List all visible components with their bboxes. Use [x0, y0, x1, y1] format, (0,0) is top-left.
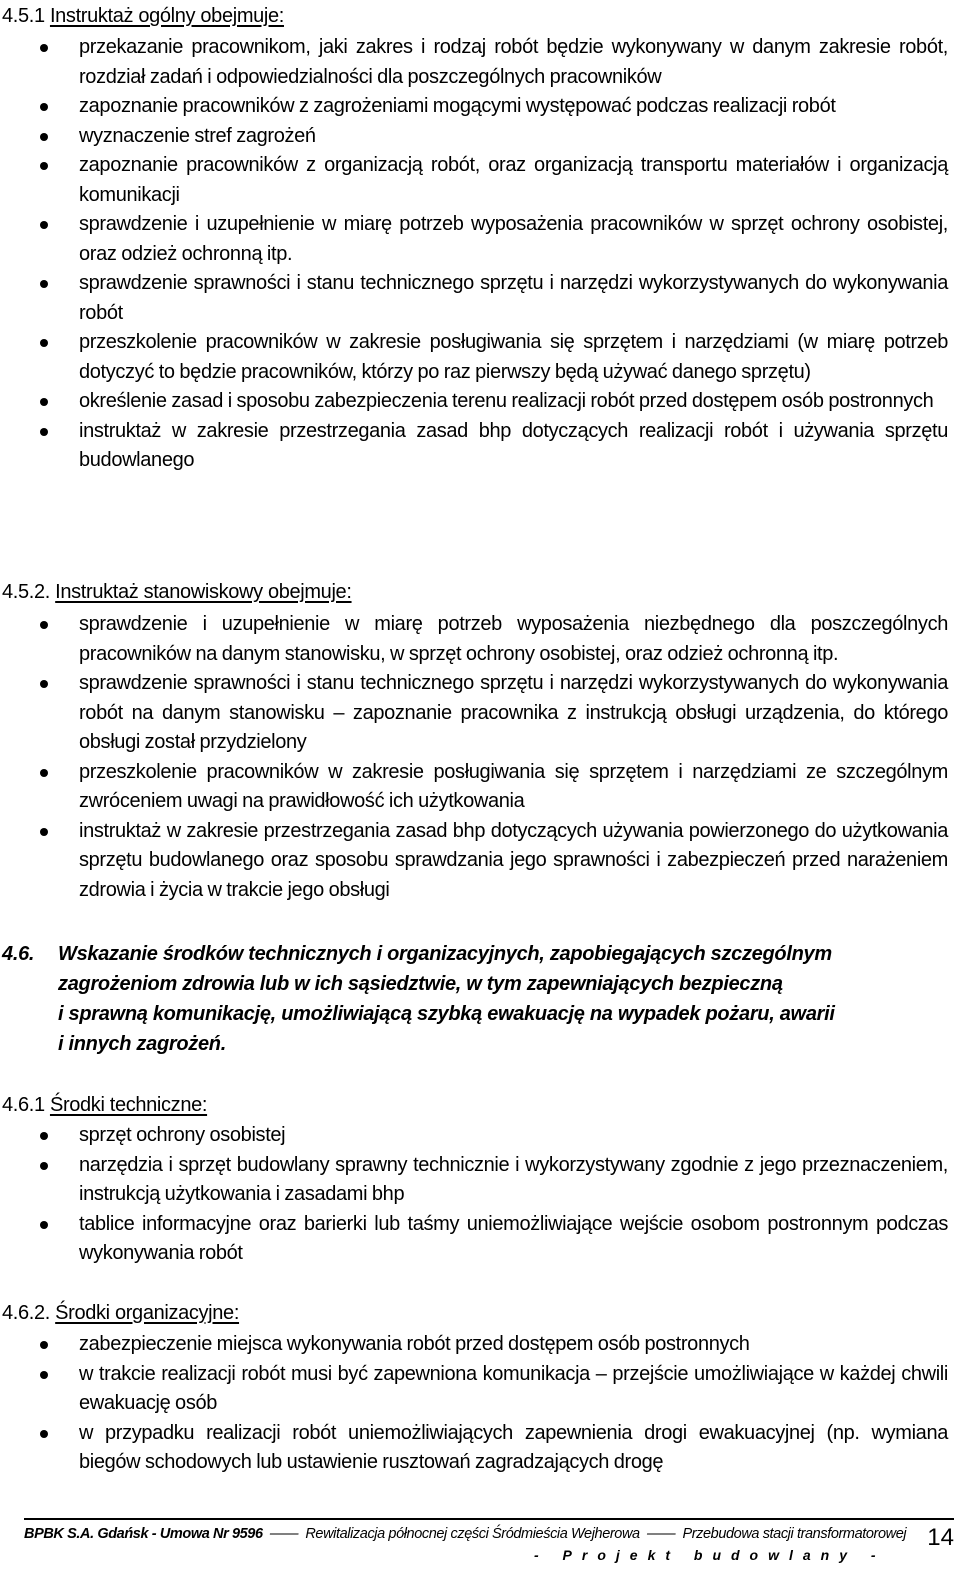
section-4-5-2-title: [2, 578, 352, 607]
footer-subtitle: - Projekt budowlany -: [534, 1547, 886, 1563]
list-item: [2, 122, 948, 152]
list-item: [2, 92, 948, 122]
list-item: [2, 817, 948, 906]
bullet-icon: [40, 1162, 48, 1170]
section-number: 4.5.1: [2, 5, 45, 27]
list-item: [2, 269, 948, 328]
list-item: [2, 610, 948, 669]
bullet-icon: [40, 280, 48, 288]
item-text: sprzęt ochrony osobistej: [79, 1124, 286, 1146]
list-item: [2, 210, 948, 269]
section-4-6-2-title: [2, 1299, 239, 1328]
section-4-6-heading: [2, 939, 948, 1059]
bullet-icon: [40, 103, 48, 111]
list-item: [2, 328, 948, 387]
bullet-icon: [40, 221, 48, 229]
bullet-icon: [40, 428, 48, 436]
section-number: 4.6.1: [2, 1094, 45, 1116]
bullet-icon: [40, 1430, 48, 1438]
section-title: Środki organizacyjne:: [55, 1302, 240, 1324]
item-text: instruktaż w zakresie przestrzegania zasad bhp dotyczących używania powierzonego do użytkowania sprzętu budowlanego oraz sposobu sprawdzania jego sprawności i zabezpieczeń przed narażeniem zdrowia i życia w trakcie jego obsługi: [79, 819, 948, 901]
list-item: [2, 417, 948, 476]
heading-line: Wskazanie środków technicznych i organizacyjnych, zapobiegających szczególnym: [58, 943, 832, 965]
bullet-icon: [40, 44, 48, 52]
section-4-6-2-list: [2, 1330, 948, 1478]
page-number: 14: [927, 1524, 954, 1551]
footer-line: [24, 1524, 954, 1544]
section-4-5-1-title: [2, 2, 284, 31]
bullet-icon: [40, 1132, 48, 1140]
list-item: [2, 151, 948, 210]
item-text: określenie zasad i sposobu zabezpieczenia terenu realizacji robót przed dostępem osób postronnych: [79, 390, 934, 412]
bullet-icon: [40, 162, 48, 170]
item-text: instruktaż w zakresie przestrzegania zasad bhp dotyczących realizacji robót i używania sprzętu budowlanego: [79, 419, 948, 471]
list-item: [2, 758, 948, 817]
list-item: [2, 669, 948, 758]
footer-company: BPBK S.A. Gdańsk - Umowa Nr 9596: [24, 1526, 263, 1542]
item-text: wyznaczenie stref zagrożeń: [79, 124, 316, 147]
section-4-6-1-list: [2, 1121, 948, 1269]
section-number: 4.5.2.: [2, 581, 50, 603]
bullet-icon: [40, 398, 48, 406]
item-text: przekazanie pracownikom, jaki zakres i rodzaj robót będzie wykonywany w danym zakresie robót, rozdział zadań i odpowiedzialności dla poszczególnych pracowników: [79, 36, 948, 88]
section-number: 4.6.: [2, 943, 35, 965]
item-text: przeszkolenie pracowników w zakresie posługiwania się sprzętem i narzędziami (w miarę potrzeb dotyczyć to będzie pracowników, którzy po raz pierwszy będą używać danego sprzętu): [79, 331, 948, 383]
bullet-icon: [40, 1221, 48, 1229]
footer-project: Rewitalizacja północnej części Śródmieścia Wejherowa: [305, 1526, 640, 1542]
section-title: Instruktaż ogólny obejmuje:: [49, 5, 284, 27]
section-title: Instruktaż stanowiskowy obejmuje:: [55, 581, 352, 603]
list-item: [2, 1121, 948, 1151]
bullet-icon: [40, 133, 48, 141]
list-item: [2, 1151, 948, 1210]
item-text: zapoznanie pracowników z organizacją robót, oraz organizacją transportu materiałów i organizacją komunikacji: [79, 154, 948, 206]
list-item: [2, 1360, 948, 1419]
section-4-6-1-title: [2, 1091, 207, 1120]
footer-task: Przebudowa stacji transformatorowej: [682, 1526, 907, 1542]
item-text: przeszkolenie pracowników w zakresie posługiwania się sprzętem i narzędziami ze szczególnym zwróceniem uwagi na prawidłowość ich użytkowania: [79, 760, 948, 812]
footer-rule-icon: ——: [266, 1526, 302, 1542]
footer-rule-icon: ——: [643, 1526, 679, 1542]
item-text: w przypadku realizacji robót uniemożliwiających zapewnienia drogi ewakuacyjnej (np. wymiana biegów schodowych lub ustawienie rusztowań zagradzających drogę: [79, 1421, 948, 1473]
heading-line: i sprawną komunikację, umożliwiającą szybką ewakuację na wypadek pożaru, awarii: [58, 1003, 835, 1025]
item-text: narzędzia i sprzęt budowlany sprawny technicznie i wykorzystywany zgodnie z jego przeznaczeniem, instrukcją użytkowania i zasadami bhp: [79, 1153, 948, 1205]
item-text: sprawdzenie sprawności i stanu technicznego sprzętu i narzędzi wykorzystywanych do wykonywania robót na danym stanowisku – zapoznanie pracownika z instrukcją obsługi urządzenia, do którego obsługi został przydzielony: [79, 672, 948, 753]
bullet-icon: [40, 621, 48, 629]
list-item: [2, 387, 948, 417]
section-4-5-1-list: [2, 33, 948, 476]
heading-line: i innych zagrożeń.: [58, 1033, 226, 1055]
item-text: w trakcie realizacji robót musi być zapewniona komunikacja – przejście umożliwiające w każdej chwili ewakuację osób: [79, 1362, 948, 1414]
section-title: Środki techniczne:: [49, 1094, 208, 1116]
section-4-5-2-list: [2, 610, 948, 905]
section-number: 4.6.2.: [2, 1302, 50, 1324]
page-footer: [24, 1518, 954, 1563]
item-text: sprawdzenie i uzupełnienie w miarę potrzeb wyposażenia pracowników w sprzęt ochrony osobistej, oraz odzież ochronną itp.: [79, 213, 948, 265]
item-text: zapoznanie pracowników z zagrożeniami mogącymi występować podczas realizacji robót: [79, 95, 836, 117]
list-item: [2, 1210, 948, 1269]
item-text: sprawdzenie i uzupełnienie w miarę potrzeb wyposażenia niezbędnego dla poszczególnych pracowników na danym stanowisku, w sprzęt ochrony osobistej, oraz odzież ochronną itp.: [79, 613, 948, 665]
heading-line: zagrożeniom zdrowia lub w ich sąsiedztwie, w tym zapewniających bezpieczną: [58, 973, 783, 995]
list-item: [2, 33, 948, 92]
bullet-icon: [40, 828, 48, 836]
bullet-icon: [40, 769, 48, 777]
bullet-icon: [40, 1371, 48, 1379]
item-text: tablice informacyjne oraz barierki lub taśmy uniemożliwiające wejście osobom postronnym podczas wykonywania robót: [79, 1212, 948, 1264]
list-item: [2, 1330, 948, 1360]
bullet-icon: [40, 1341, 48, 1349]
item-text: zabezpieczenie miejsca wykonywania robót przed dostępem osób postronnych: [79, 1333, 750, 1355]
list-item: [2, 1419, 948, 1478]
bullet-icon: [40, 680, 48, 688]
item-text: sprawdzenie sprawności i stanu technicznego sprzętu i narzędzi wykorzystywanych do wykonywania robót: [79, 272, 948, 324]
bullet-icon: [40, 339, 48, 347]
